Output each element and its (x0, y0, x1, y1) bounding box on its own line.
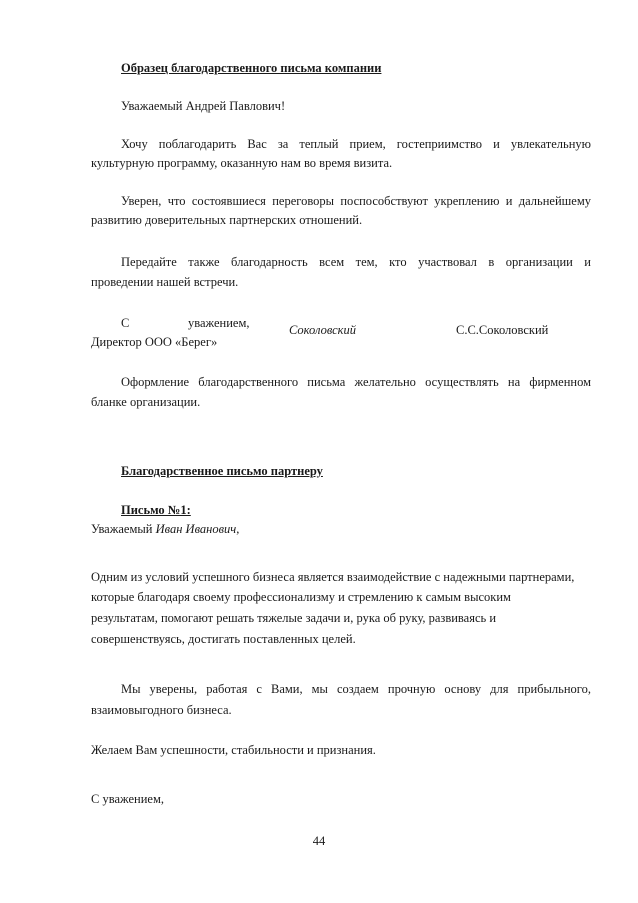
paragraph-line: совершенствуясь, достигать поставленных целей. (91, 632, 356, 646)
greeting-suffix: , (236, 522, 240, 536)
note-line: бланке организации. (91, 395, 201, 409)
signature-name: С.С.Соколовский (456, 323, 549, 337)
paragraph-line: развитию доверительных партнерских отношений. (91, 213, 363, 227)
greeting: Уважаемый Андрей Павлович! (121, 99, 286, 113)
signature-closing-text: уважением, (188, 316, 250, 330)
paragraph-line: Уверен, что состоявшиеся переговоры поспособствуют укреплению и дальнейшему (121, 194, 591, 208)
greeting (91, 522, 239, 536)
paragraph-line: культурную программу, оказанную нам во время визита. (91, 156, 393, 170)
paragraph: Желаем Вам успешности, стабильности и признания. (91, 743, 376, 757)
paragraph-line: Одним из условий успешного бизнеса является взаимодействие с надежными партнерами, (91, 570, 575, 584)
greeting-prefix: Уважаемый (91, 522, 153, 536)
greeting-name: Иван Иванович (155, 522, 237, 536)
note-line: Оформление благодарственного письма желательно осуществлять на фирменном (121, 375, 591, 389)
paragraph-line: Мы уверены, работая с Вами, мы создаем прочную основу для прибыльного, (121, 682, 591, 696)
paragraph-line: взаимовыгодного бизнеса. (91, 703, 232, 717)
paragraph-line: которые благодаря своему профессионализму и стремлению к самым высоким (91, 590, 511, 604)
letter-label: Письмо №1: (121, 503, 191, 517)
closing: С уважением, (91, 792, 164, 806)
signature-title: Директор ООО «Берег» (91, 335, 218, 349)
paragraph-line: Передайте также благодарность всем тем, кто участвовал в организации и (121, 255, 591, 269)
paragraph-line: результатам, помогают решать тяжелые задачи и, рука об руку, развиваясь и (91, 611, 497, 625)
signature: Соколовский (289, 323, 356, 337)
signature-closing-c: С (121, 316, 130, 330)
paragraph-line: Хочу поблагодарить Вас за теплый прием, гостеприимство и увлекательную (121, 137, 591, 151)
paragraph-line: проведении нашей встречи. (91, 275, 239, 289)
section-heading: Образец благодарственного письма компании (121, 61, 382, 75)
page-number: 44 (312, 834, 326, 848)
section-heading: Благодарственное письмо партнеру (121, 464, 323, 478)
